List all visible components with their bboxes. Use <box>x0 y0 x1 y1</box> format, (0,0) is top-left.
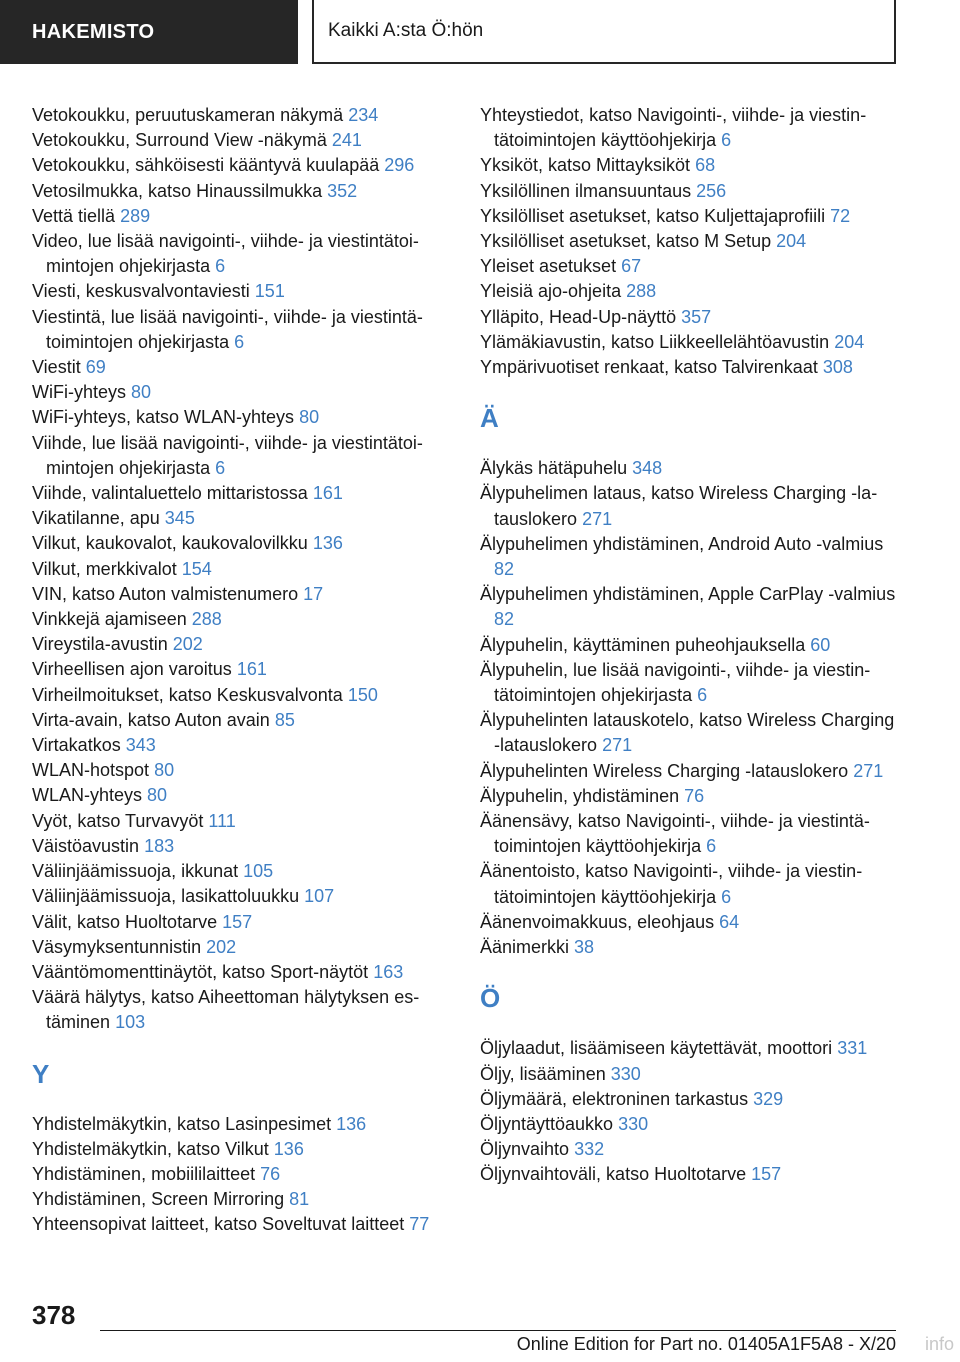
index-entry <box>480 1162 896 1187</box>
section-letter: Ö <box>480 983 501 1014</box>
page-link[interactable]: 80 <box>147 785 168 806</box>
page-link[interactable]: 6 <box>721 886 732 907</box>
entry-text: Yleiset asetukset <box>480 256 617 277</box>
entry-text: Äänentoisto, katso Navigointi-, viihde- ja viestintätoimintojen käyttöohjekirja <box>480 861 863 907</box>
index-entry <box>32 758 452 783</box>
page-link[interactable]: 69 <box>85 357 106 378</box>
index-entry <box>480 204 896 229</box>
entry-text: WiFi-yhteys <box>32 382 126 403</box>
page-link[interactable]: 67 <box>621 256 642 277</box>
entry-text: Virheilmoitukset, katso Keskusvalvonta <box>32 684 343 705</box>
index-column-right <box>480 103 896 1188</box>
index-entry <box>480 532 896 582</box>
entry-text: Vilkut, kaukovalot, kaukovalovilkku <box>32 533 308 554</box>
entry-text: Vireystila-avustin <box>32 634 168 655</box>
section-tab-label: Kaikki A:sta Ö:hön <box>328 20 484 41</box>
index-entry <box>480 254 896 279</box>
page-link[interactable]: 64 <box>719 911 740 932</box>
entry-text: Vyöt, katso Turvavyöt <box>32 810 204 831</box>
page-link[interactable]: 80 <box>299 407 320 428</box>
page-link[interactable]: 6 <box>697 685 708 706</box>
page-link[interactable]: 308 <box>822 357 853 378</box>
page-link[interactable]: 6 <box>721 130 732 151</box>
page-link[interactable]: 330 <box>610 1063 641 1084</box>
entry-text: Väliinjäämissuoja, ikkunat <box>32 861 239 882</box>
page-link[interactable]: 105 <box>243 861 274 882</box>
page-link[interactable]: 348 <box>632 458 663 479</box>
index-entry <box>32 179 452 204</box>
page-link[interactable]: 80 <box>131 382 152 403</box>
index-entry <box>32 305 452 355</box>
page-link[interactable]: 68 <box>695 155 716 176</box>
page-link[interactable]: 296 <box>384 155 415 176</box>
index-entry <box>480 1137 896 1162</box>
page-link[interactable]: 161 <box>312 483 343 504</box>
page-link[interactable]: 6 <box>215 256 226 277</box>
page-link[interactable]: 271 <box>853 760 884 781</box>
entry-text: Vetokoukku, peruutuskameran näkymä <box>32 105 344 125</box>
index-entry <box>32 1137 452 1162</box>
entry-text: Yksilöllinen ilmansuuntaus <box>480 180 692 201</box>
page-link[interactable]: 136 <box>312 533 343 554</box>
page-link[interactable]: 288 <box>191 609 222 630</box>
page-link[interactable]: 38 <box>574 937 595 958</box>
section-letter: Ä <box>480 403 499 434</box>
section-letter: Y <box>32 1058 50 1089</box>
entry-text: Virheellisen ajon varoitus <box>32 659 232 680</box>
edition-text: Online Edition for Part no. 01405A1F5A8 - X/20 <box>516 1334 896 1354</box>
index-entry <box>32 506 452 531</box>
entry-text: WLAN-yhteys <box>32 785 143 806</box>
index-entry <box>32 405 452 430</box>
page-link[interactable]: 77 <box>409 1214 430 1235</box>
entry-text: Vääntömomenttinäytöt, katso Sport-näytöt <box>32 961 369 982</box>
entry-text: Ympärivuotiset renkaat, katso Talvirenkaat <box>480 357 818 378</box>
index-column-left <box>32 103 452 1238</box>
entry-text: Yksiköt, katso Mittayksiköt <box>480 155 691 176</box>
index-entry <box>32 809 452 834</box>
index-entry <box>480 1036 896 1061</box>
entry-text: Viesti, keskusvalvontaviesti <box>32 281 250 302</box>
index-entry <box>32 985 452 1035</box>
index-entry <box>480 355 896 380</box>
entry-text: Vilkut, merkkivalot <box>32 558 177 579</box>
entry-text: Viihde, valintaluettelo mittaristossa <box>32 483 308 504</box>
index-entry <box>32 128 452 153</box>
entry-text: Yksilölliset asetukset, katso Kuljettajaprofiili <box>480 205 826 226</box>
index-entry <box>480 179 896 204</box>
entry-text: Älypuhelin, yhdistäminen <box>480 785 680 806</box>
index-entry <box>32 103 452 128</box>
page-link[interactable]: 256 <box>696 180 727 201</box>
index-entry <box>32 355 452 380</box>
entry-text: WiFi-yhteys, katso WLAN-yhteys <box>32 407 295 428</box>
page-header <box>0 0 896 64</box>
entry-text: Älypuhelimen yhdistäminen, Apple CarPlay ‑valmius <box>480 584 896 605</box>
page-link[interactable]: 157 <box>751 1164 782 1185</box>
entry-text: Väärä hälytys, katso Aiheettoman hälytyksen estäminen <box>32 987 420 1033</box>
index-entry <box>480 1112 896 1137</box>
page-link[interactable]: 332 <box>574 1139 605 1160</box>
index-entry <box>480 910 896 935</box>
index-entry <box>32 657 452 682</box>
entry-text: Yksilölliset asetukset, katso M Setup <box>480 231 772 252</box>
watermark: info <box>924 1334 954 1354</box>
entry-text: Öljy, lisääminen <box>480 1063 606 1084</box>
page-link[interactable]: 136 <box>273 1138 304 1159</box>
entry-text: Älypuhelin, lue lisää navigointi-, viihde- ja viestintätoimintojen ohjekirjasta <box>480 659 871 706</box>
page-link[interactable]: 343 <box>125 735 156 756</box>
index-entry <box>32 783 452 808</box>
index-entry <box>32 607 452 632</box>
page-link[interactable]: 76 <box>684 785 705 806</box>
entry-text: VIN, katso Auton valmistenumero <box>32 583 299 604</box>
page-link[interactable]: 136 <box>336 1113 367 1134</box>
entry-text: Yhdistelmäkytkin, katso Lasinpesimet <box>32 1113 332 1134</box>
page-link[interactable]: 271 <box>582 508 613 529</box>
entry-text: Vetokoukku, Surround View ‑näkymä <box>32 130 327 151</box>
entry-text: Väliinjäämissuoja, lasikattoluukku <box>32 886 300 907</box>
entry-text: Älypuhelimen yhdistäminen, Android Auto ‑valmius <box>480 533 884 554</box>
entry-text: Väistöavustin <box>32 835 140 856</box>
page-link[interactable]: 82 <box>494 559 515 580</box>
entry-text: Öljynvaihto <box>480 1139 570 1160</box>
page-link[interactable]: 111 <box>208 810 236 831</box>
entry-text: Äänenvoimakkuus, eleohjaus <box>480 911 715 932</box>
index-entry <box>480 658 896 708</box>
index-tab-label: HAKEMISTO <box>32 20 155 43</box>
entry-text: Yleisiä ajo-ohjeita <box>480 281 622 302</box>
entry-text: Älypuhelinten Wireless Charging ‑latauslokero <box>480 760 849 781</box>
index-entry <box>480 481 896 531</box>
index-entry <box>32 834 452 859</box>
entry-text: Öljyntäyttöaukko <box>480 1113 614 1134</box>
index-entry <box>480 279 896 304</box>
index-entry <box>480 229 896 254</box>
index-entry <box>32 910 452 935</box>
index-entry <box>32 531 452 556</box>
index-entry <box>32 229 452 279</box>
entry-text: Viestintä, lue lisää navigointi-, viihde- ja viestintätoimintojen ohjekirjasta <box>32 306 423 352</box>
index-entry <box>32 683 452 708</box>
page-link[interactable]: 6 <box>706 836 717 857</box>
index-entry <box>32 1212 452 1237</box>
index-entry <box>32 960 452 985</box>
entry-text: Öljynvaihtoväli, katso Huoltotarve <box>480 1164 747 1185</box>
index-entry <box>480 809 896 859</box>
page-link[interactable]: 107 <box>304 886 335 907</box>
index-entry <box>32 935 452 960</box>
index-entry <box>480 633 896 658</box>
entry-text: Väsymyksentunnistin <box>32 936 202 957</box>
index-entry <box>32 557 452 582</box>
page-link[interactable]: 60 <box>810 634 831 655</box>
page-link[interactable]: 85 <box>274 709 295 730</box>
entry-text: Älypuhelin, käyttäminen puheohjauksella <box>480 634 806 655</box>
entry-text: Vikatilanne, apu <box>32 508 160 529</box>
index-entry <box>32 733 452 758</box>
entry-text: Älykäs hätäpuhelu <box>480 458 628 479</box>
page-link[interactable]: 161 <box>236 659 267 680</box>
page-link[interactable]: 330 <box>618 1113 649 1134</box>
entry-text: Älypuhelinten latauskotelo, katso Wireless Charging ‑latauslokero <box>480 710 895 756</box>
index-entry <box>480 935 896 960</box>
page-link[interactable]: 163 <box>373 961 404 982</box>
page-link[interactable]: 204 <box>834 331 865 352</box>
index-entry <box>32 859 452 884</box>
index-entry <box>480 330 896 355</box>
index-entry <box>32 481 452 506</box>
entry-text: Öljymäärä, elektroninen tarkastus <box>480 1088 749 1109</box>
page-link[interactable]: 151 <box>254 281 285 302</box>
index-entry <box>480 582 896 632</box>
entry-text: Vetosilmukka, katso Hinaussilmukka <box>32 180 323 201</box>
entry-text: Video, lue lisää navigointi-, viihde- ja viestintätoimintojen ohjekirjasta <box>32 231 419 277</box>
index-entry <box>32 204 452 229</box>
page-link[interactable]: 157 <box>222 911 253 932</box>
index-entry <box>32 1187 452 1212</box>
index-entry <box>480 1087 896 1112</box>
index-tab[interactable] <box>0 0 298 64</box>
entry-text: Äänensävy, katso Navigointi-, viihde- ja viestintätoimintojen käyttöohjekirja <box>480 811 870 857</box>
page-link[interactable]: 150 <box>347 684 378 705</box>
page-link[interactable]: 357 <box>681 306 712 327</box>
index-entry <box>480 456 896 481</box>
page-number: 378 <box>32 1300 76 1330</box>
index-entry <box>480 153 896 178</box>
entry-text: Välit, katso Huoltotarve <box>32 911 218 932</box>
page-link[interactable]: 6 <box>234 331 245 352</box>
page-link[interactable]: 331 <box>837 1038 868 1059</box>
index-entry <box>32 279 452 304</box>
page-link[interactable]: 202 <box>172 634 203 655</box>
page-link[interactable]: 154 <box>181 558 212 579</box>
page-link[interactable]: 81 <box>289 1189 310 1210</box>
page-link[interactable]: 80 <box>154 760 175 781</box>
index-entry <box>32 708 452 733</box>
index-entry <box>32 1162 452 1187</box>
entry-text: Yhteystiedot, katso Navigointi-, viihde- ja viestintätoimintojen käyttöohjekirja <box>480 105 867 151</box>
index-entry <box>32 884 452 909</box>
index-entry <box>480 759 896 784</box>
entry-text: Vetokoukku, sähköisesti kääntyvä kuulapää <box>32 155 380 176</box>
entry-text: Äänimerkki <box>480 937 570 958</box>
index-entry <box>480 305 896 330</box>
page-link[interactable]: 329 <box>753 1088 784 1109</box>
page-link[interactable]: 271 <box>602 735 633 756</box>
index-entry <box>480 784 896 809</box>
page-link[interactable]: 17 <box>303 583 324 604</box>
entry-text: WLAN-hotspot <box>32 760 150 781</box>
page-link[interactable]: 82 <box>494 609 515 630</box>
entry-text: Ylämäkiavustin, katso Liikkeellelähtöavustin <box>480 331 830 352</box>
page-link[interactable]: 352 <box>327 180 358 201</box>
index-entry <box>32 153 452 178</box>
page-link[interactable]: 202 <box>206 936 237 957</box>
page-link[interactable]: 72 <box>830 205 851 226</box>
entry-text: Yhteensopivat laitteet, katso Soveltuvat laitteet <box>32 1214 405 1235</box>
page-link[interactable]: 6 <box>215 457 226 478</box>
index-entry <box>32 380 452 405</box>
page-link[interactable]: 241 <box>331 130 362 151</box>
index-entry <box>32 1112 452 1137</box>
index-entry <box>480 859 896 909</box>
entry-text: Älypuhelimen lataus, katso Wireless Charging ‑latauslokero <box>480 483 878 529</box>
page-link[interactable]: 288 <box>626 281 657 302</box>
entry-text: Virtakatkos <box>32 735 121 756</box>
page-link[interactable]: 204 <box>776 231 807 252</box>
entry-text: Yhdistäminen, mobiililaitteet <box>32 1163 256 1184</box>
entry-text: Viestit <box>32 357 81 378</box>
page-link[interactable]: 76 <box>260 1163 281 1184</box>
entry-text: Yhdistäminen, Screen Mirroring <box>32 1189 285 1210</box>
index-entry <box>480 103 896 153</box>
entry-text: Öljylaadut, lisäämiseen käytettävät, moottori <box>480 1038 833 1059</box>
entry-text: Vinkkejä ajamiseen <box>32 609 187 630</box>
entry-text: Yhdistelmäkytkin, katso Vilkut <box>32 1138 269 1159</box>
index-entry <box>480 1062 896 1087</box>
page-link[interactable]: 103 <box>115 1012 146 1033</box>
page-link[interactable]: 289 <box>120 205 151 226</box>
entry-text: Ylläpito, Head-Up-näyttö <box>480 306 677 327</box>
page-link[interactable]: 345 <box>164 508 195 529</box>
index-entry <box>32 582 452 607</box>
index-entry <box>32 431 452 481</box>
page-link[interactable]: 234 <box>348 105 379 125</box>
entry-text: Virta-avain, katso Auton avain <box>32 709 270 730</box>
entry-text: Viihde, lue lisää navigointi-, viihde- ja viestintätoimintojen ohjekirjasta <box>32 432 423 478</box>
section-tab[interactable] <box>312 0 896 64</box>
index-entry <box>32 632 452 657</box>
index-entry <box>480 708 896 758</box>
footer-divider <box>100 1330 896 1331</box>
page-link[interactable]: 183 <box>144 835 175 856</box>
entry-text: Vettä tiellä <box>32 205 116 226</box>
